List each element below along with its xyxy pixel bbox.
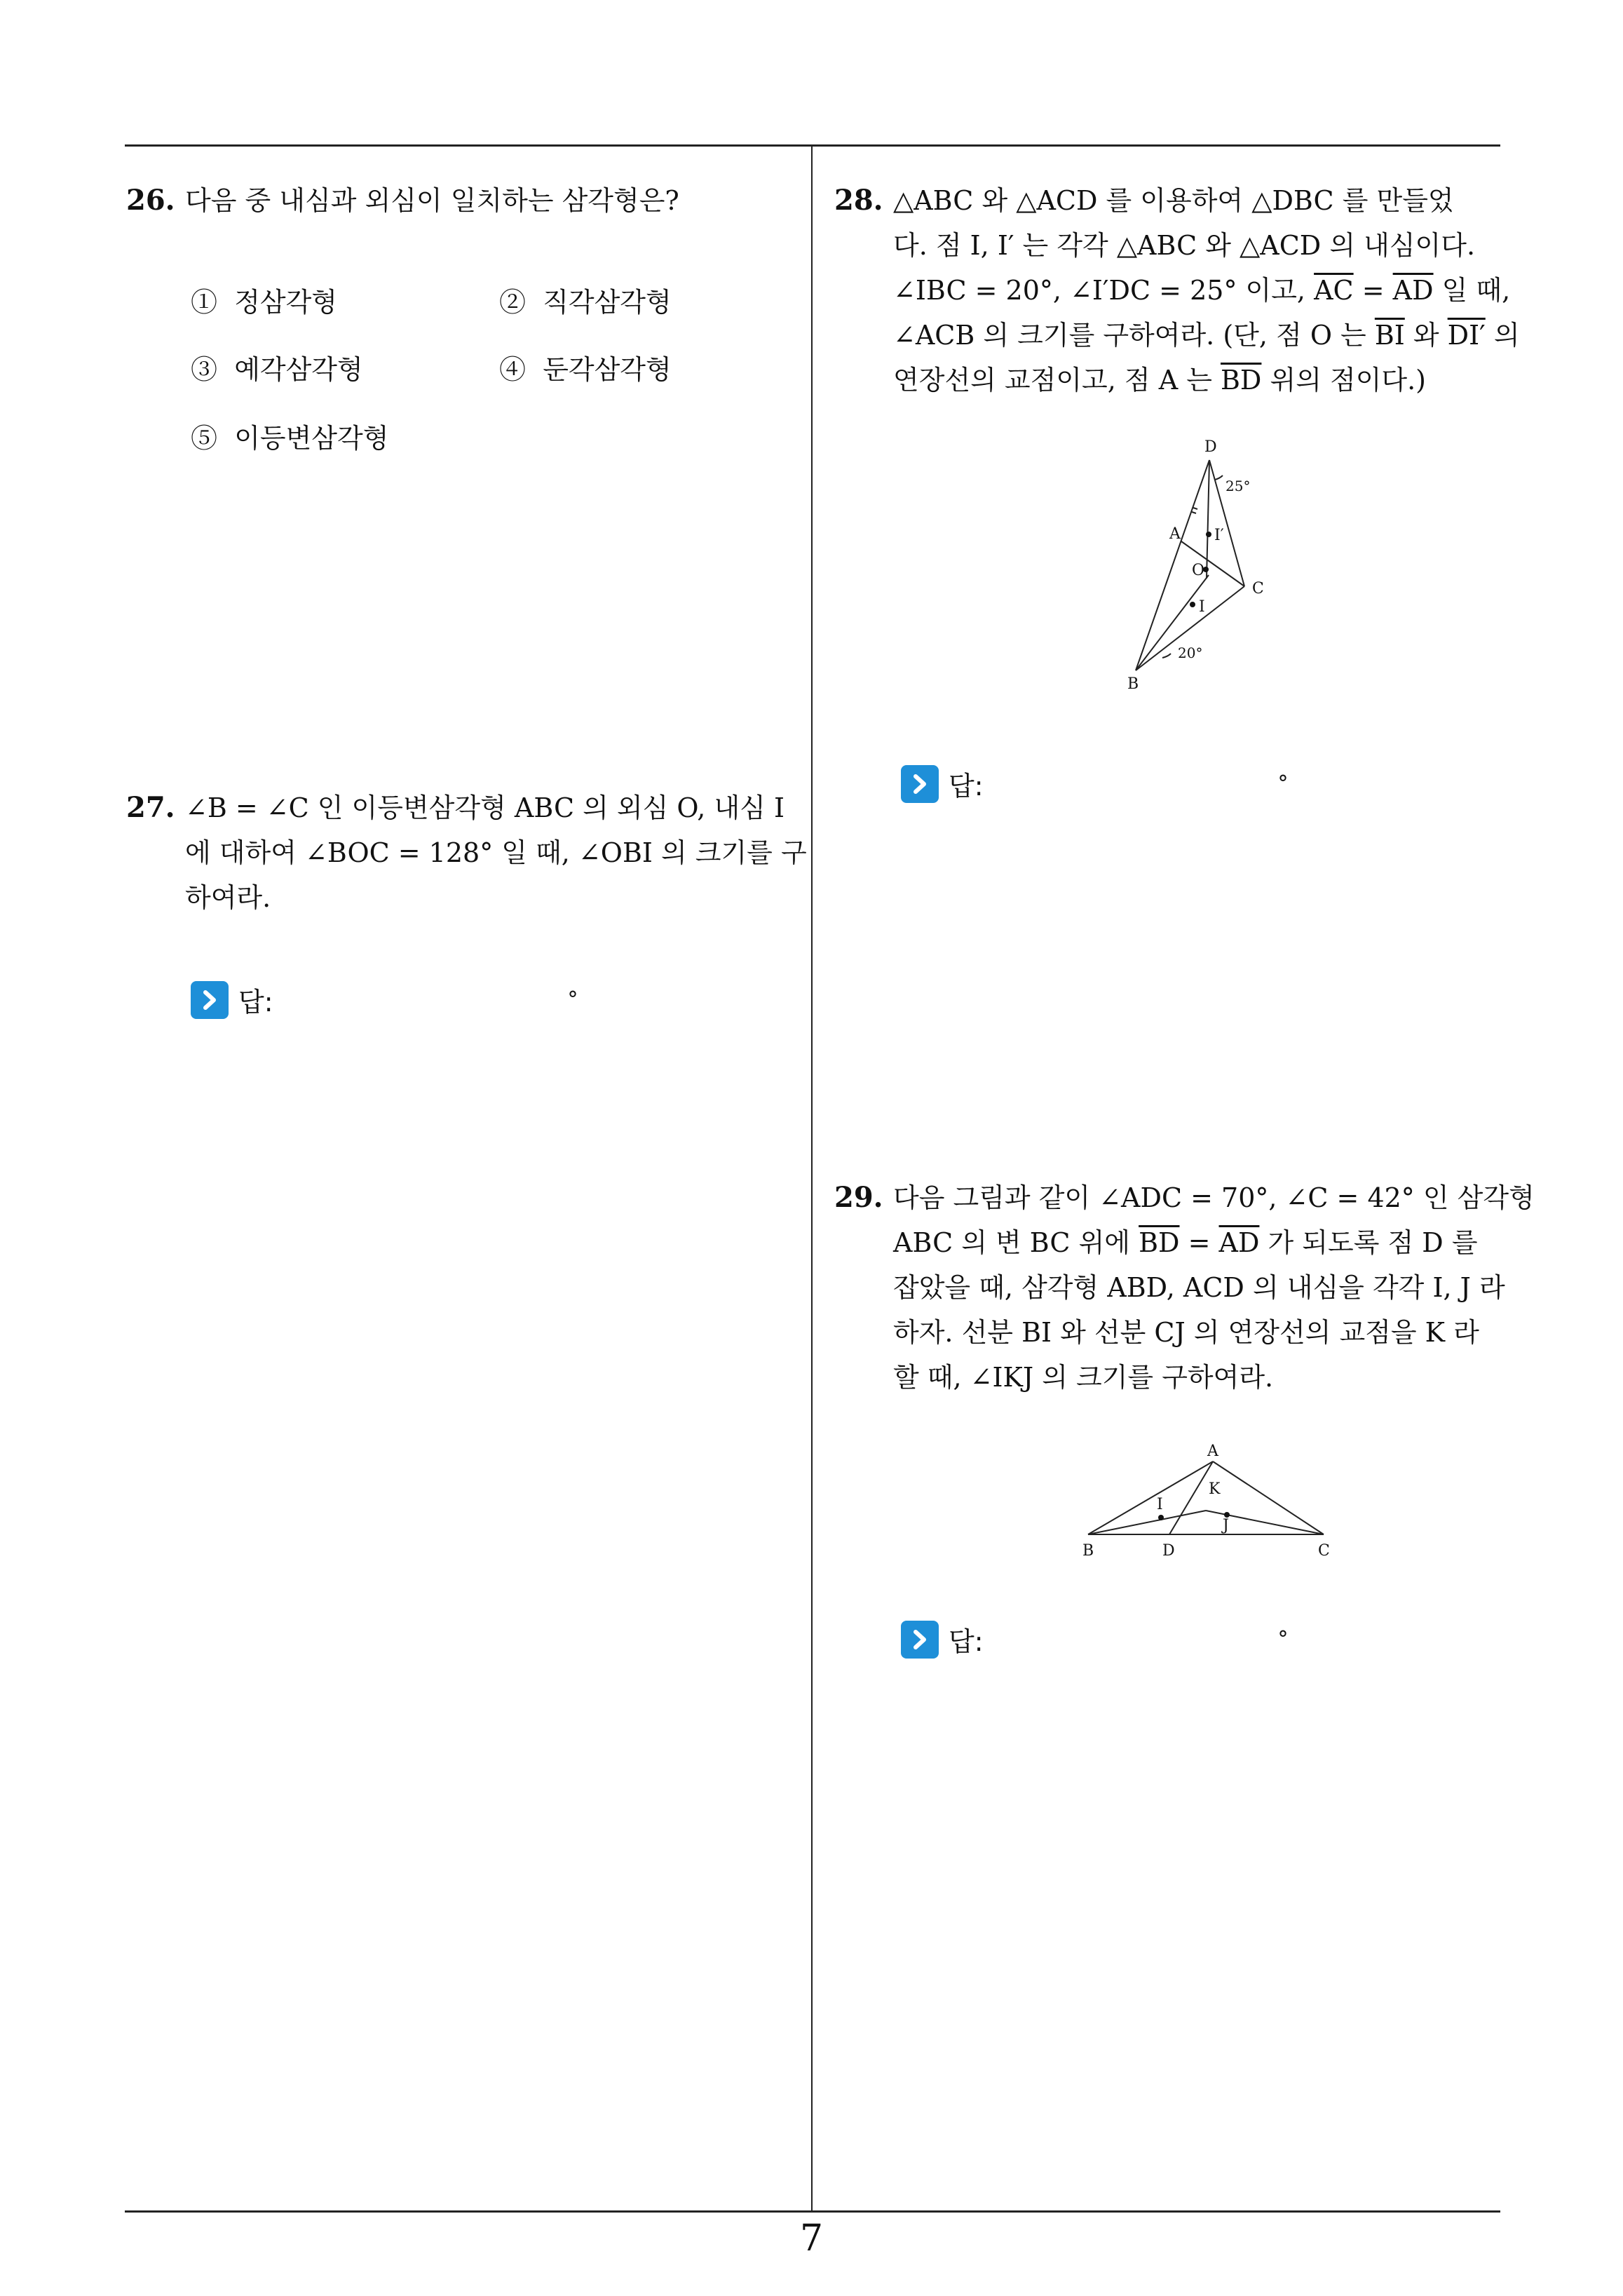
- label-a: A: [1169, 525, 1181, 543]
- segment-ad: $\overline{AD}$: [1218, 1227, 1260, 1258]
- option-mark: ②: [499, 287, 527, 318]
- question-text: 다음 중 내심과 외심이 일치하는 삼각형은?: [185, 185, 679, 216]
- segment-bd: $\overline{BD}$: [1221, 365, 1262, 396]
- label-k: K: [1209, 1480, 1221, 1498]
- question-text-line: 하자. 선분 BI 와 선분 CJ 의 연장선의 교점을 K 라: [893, 1317, 1479, 1348]
- segment-ac: [1181, 541, 1244, 586]
- option-label: 정삼각형: [234, 287, 338, 318]
- option-label: 이등변삼각형: [234, 423, 389, 454]
- label-j: J: [1223, 1517, 1229, 1534]
- option-mark: ⑤: [191, 423, 218, 454]
- question-text-line: ∠B = ∠C 인 이등변삼각형 ABC 의 외심 O, 내심 I: [185, 792, 785, 823]
- question-text-line: 연장선의 교점이고, 점 A 는 $\overline{BD}$ 위의 점이다.): [893, 365, 1427, 396]
- question-26: [126, 178, 799, 223]
- answer-blank[interactable]: [984, 770, 1278, 798]
- answer-field-28[interactable]: [901, 764, 1289, 803]
- answer-label: 답:: [238, 987, 273, 1018]
- option-mark: ③: [191, 354, 218, 385]
- label-c: C: [1252, 580, 1264, 597]
- question-text-line: 에 대하여 ∠BOC = 128° 일 때, ∠OBI 의 크기를 구: [185, 837, 807, 868]
- label-d: D: [1204, 438, 1217, 456]
- answer-field-29[interactable]: [901, 1620, 1289, 1659]
- segment-bd: $\overline{BD}$: [1139, 1227, 1180, 1258]
- point-i-prime: [1206, 532, 1211, 537]
- option-label: 둔각삼각형: [543, 354, 672, 385]
- label-i: I: [1199, 598, 1205, 616]
- segment-ac: $\overline{AC}$: [1314, 275, 1354, 306]
- option-mark: ①: [191, 287, 218, 318]
- segment-bk: [1088, 1511, 1206, 1534]
- option-mark: ④: [499, 354, 527, 385]
- chevron-right-icon: [901, 765, 939, 803]
- figure-28: [1122, 435, 1290, 701]
- answer-label: 답:: [949, 771, 984, 802]
- question-text-line: 잡았을 때, 삼각형 ABD, ACD 의 내심을 각각 I, J 라: [893, 1272, 1505, 1303]
- option-label: 예각삼각형: [234, 354, 363, 385]
- question-29: [834, 1175, 1535, 1400]
- question-number: 29.: [834, 1181, 883, 1214]
- label-b: B: [1082, 1542, 1094, 1560]
- question-28: [834, 178, 1520, 403]
- question-text-line: ABC 의 변 BC 위에 $\overline{BD} = \overline{AD}$ 가 되도록 점 D 를: [893, 1227, 1478, 1258]
- question-text-line: ∠ACB 의 크기를 구하여라. (단, 점 O 는 $\overline{BI}$ 와 DI′ 의: [893, 320, 1520, 351]
- answer-unit: °: [1277, 1627, 1289, 1652]
- label-a: A: [1207, 1443, 1218, 1460]
- column-divider: [811, 144, 813, 2212]
- chevron-right-icon: [191, 981, 229, 1019]
- question-number: 28.: [834, 184, 883, 217]
- top-rule: [125, 144, 1500, 147]
- label-i: I: [1157, 1496, 1163, 1513]
- segment-ad: $\overline{AD}$: [1392, 275, 1434, 306]
- label-b: B: [1127, 675, 1139, 693]
- question-text-line: 할 때, ∠IKJ 의 크기를 구하여라.: [893, 1362, 1274, 1393]
- option-label: 직각삼각형: [543, 287, 672, 318]
- question-text-line: 다음 그림과 같이 ∠ADC = 70°, ∠C = 42° 인 삼각형: [893, 1182, 1535, 1213]
- label-o: O: [1192, 562, 1205, 579]
- label-c: C: [1318, 1542, 1330, 1560]
- bottom-rule: [125, 2210, 1500, 2213]
- question-number: 26.: [126, 184, 175, 217]
- question-27: [126, 785, 807, 920]
- label-i-prime: I′: [1214, 527, 1224, 544]
- option-3[interactable]: [191, 348, 363, 386]
- option-4[interactable]: [499, 348, 672, 386]
- question-text-line: ∠IBC = 20°, ∠I′DC = 25° 이고, $\overline{AC} = \overline{AD}$ 일 때,: [893, 275, 1511, 306]
- page-number: 7: [799, 2217, 824, 2260]
- answer-unit: °: [567, 987, 578, 1012]
- question-number: 27.: [126, 791, 175, 824]
- segment-bi: $\overline{BI}$: [1374, 320, 1405, 351]
- answer-field-27[interactable]: [191, 980, 578, 1019]
- segment-di: DI′: [1447, 320, 1486, 351]
- segment-ad: [1169, 1461, 1213, 1534]
- label-d: D: [1162, 1542, 1175, 1560]
- segment-ab: [1088, 1461, 1213, 1534]
- chevron-right-icon: [901, 1621, 939, 1659]
- answer-label: 답:: [949, 1626, 984, 1657]
- point-i: [1158, 1515, 1164, 1520]
- answer-blank[interactable]: [984, 1626, 1278, 1654]
- answer-blank[interactable]: [273, 986, 568, 1014]
- answer-unit: °: [1277, 771, 1289, 796]
- option-2[interactable]: [499, 281, 672, 319]
- option-5[interactable]: [191, 417, 388, 455]
- figure-29: [1073, 1436, 1339, 1562]
- question-text-line: 하여라.: [185, 882, 271, 913]
- option-1[interactable]: [191, 281, 337, 319]
- question-text-line: 다. 점 I, I′ 는 각각 △ABC 와 △ACD 의 내심이다.: [893, 230, 1476, 261]
- question-text-line: △ABC 와 △ACD 를 이용하여 △DBC 를 만들었: [893, 185, 1454, 216]
- angle-label-20: 20°: [1178, 644, 1203, 661]
- point-i: [1190, 602, 1195, 607]
- angle-label-25: 25°: [1225, 478, 1251, 494]
